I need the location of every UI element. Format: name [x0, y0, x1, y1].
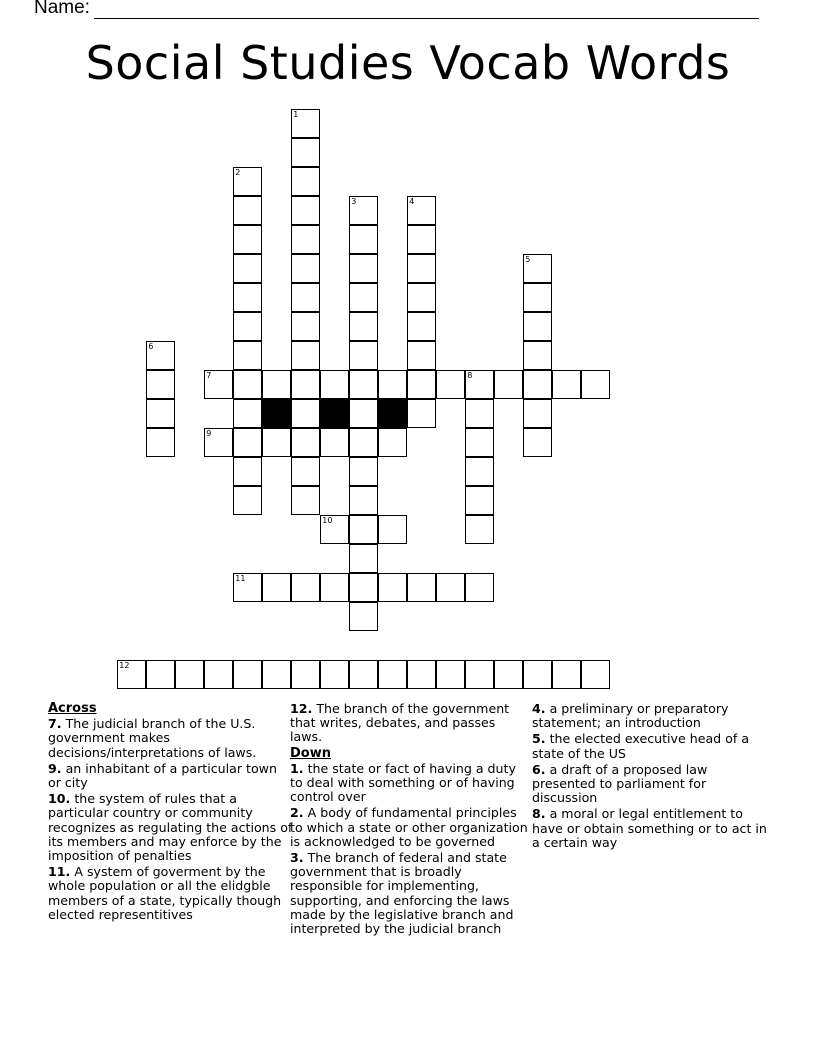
clue-text: the system of rules that a particular country or community recognizes as regulating the actions of its members and may enforce by the imposition of penalties: [48, 791, 293, 864]
crossword-cell[interactable]: [291, 486, 320, 515]
crossword-cell[interactable]: [291, 283, 320, 312]
crossword-cell[interactable]: [349, 544, 378, 573]
clue-number-label: 6: [148, 342, 154, 352]
clue-down-3: [290, 851, 530, 936]
clues-column-3: [532, 702, 767, 852]
clue-number: 8.: [532, 806, 546, 822]
crossword-cell[interactable]: [262, 660, 291, 689]
crossword-cell[interactable]: [320, 515, 349, 544]
clue-number-label: 3: [351, 197, 357, 207]
crossword-cell[interactable]: [407, 283, 436, 312]
crossword-cell[interactable]: [204, 428, 233, 457]
crossword-cell[interactable]: [233, 254, 262, 283]
crossword-cell[interactable]: [523, 312, 552, 341]
clue-number: 4.: [532, 701, 546, 716]
crossword-cell[interactable]: [349, 660, 378, 689]
clue-number: 11.: [48, 864, 71, 880]
crossword-cell[interactable]: [349, 283, 378, 312]
crossword-cell[interactable]: [291, 428, 320, 457]
crossword-cell[interactable]: [349, 602, 378, 631]
clue-across-11: [48, 865, 293, 922]
crossword-cell[interactable]: [233, 573, 262, 602]
crossword-cell[interactable]: [407, 660, 436, 689]
crossword-cell[interactable]: [146, 370, 175, 399]
clue-number-label: 9: [206, 429, 212, 439]
crossword-cell[interactable]: [291, 225, 320, 254]
clue-text: a preliminary or preparatory statement; an introduction: [532, 701, 729, 731]
crossword-cell[interactable]: [291, 312, 320, 341]
crossword-cell[interactable]: [291, 254, 320, 283]
clues-column-1: [48, 702, 293, 924]
crossword-cell[interactable]: [146, 341, 175, 370]
across-heading: Across: [48, 701, 97, 716]
crossword-cell[interactable]: [291, 457, 320, 486]
crossword-cell[interactable]: [320, 660, 349, 689]
clue-down-6: [532, 763, 767, 806]
clue-number: 5.: [532, 731, 546, 747]
crossword-cell[interactable]: [291, 167, 320, 196]
crossword-cell[interactable]: [233, 341, 262, 370]
crossword-cell[interactable]: [320, 428, 349, 457]
clue-number: 6.: [532, 761, 546, 777]
crossword-cell[interactable]: [291, 370, 320, 399]
crossword-cell[interactable]: [233, 167, 262, 196]
crossword-cell[interactable]: [523, 428, 552, 457]
clue-number: 9.: [48, 760, 62, 776]
page-title: Social Studies Vocab Words: [85, 36, 731, 90]
clue-number: 3.: [290, 850, 304, 866]
crossword-cell[interactable]: [349, 428, 378, 457]
clue-text: A system of goverment by the whole population or all the elidgble members of a state, typically though elected representitives: [48, 864, 282, 922]
clue-across-9: [48, 762, 293, 790]
crossword-cell[interactable]: [465, 370, 494, 399]
crossword-cell[interactable]: [465, 399, 494, 428]
clue-number-label: 1: [293, 110, 299, 120]
crossword-cell[interactable]: [233, 486, 262, 515]
crossword-cell[interactable]: [204, 370, 233, 399]
crossword-cell[interactable]: [146, 399, 175, 428]
crossword-cell[interactable]: [407, 225, 436, 254]
crossword-cell[interactable]: [320, 370, 349, 399]
clues-column-2: [290, 702, 530, 938]
crossword-cell[interactable]: [291, 660, 320, 689]
crossword-cell[interactable]: [407, 254, 436, 283]
clue-across-7: [48, 717, 293, 760]
clue-number-label: 12: [119, 661, 130, 671]
crossword-cell[interactable]: [378, 370, 407, 399]
crossword-cell[interactable]: [233, 196, 262, 225]
crossword-cell[interactable]: [407, 573, 436, 602]
name-field[interactable]: [34, 0, 759, 19]
crossword-cell[interactable]: [117, 660, 146, 689]
crossword-cell[interactable]: [291, 573, 320, 602]
crossword-cell[interactable]: [465, 660, 494, 689]
clue-number: 2.: [290, 805, 304, 821]
crossword-cell[interactable]: [349, 457, 378, 486]
crossword-cell[interactable]: [349, 399, 378, 428]
crossword-cell[interactable]: [146, 428, 175, 457]
clue-down-1: [290, 762, 530, 805]
clue-across-12: [290, 702, 530, 745]
crossword-cell[interactable]: [233, 660, 262, 689]
clue-text: an inhabitant of a particular town or city: [48, 760, 277, 791]
crossword-cell[interactable]: [233, 399, 262, 428]
crossword-cell[interactable]: [291, 341, 320, 370]
crossword-cell[interactable]: [233, 312, 262, 341]
crossword-cell[interactable]: [523, 283, 552, 312]
crossword-cell[interactable]: [349, 196, 378, 225]
crossword-cell[interactable]: [552, 660, 581, 689]
clue-number-label: 2: [235, 168, 241, 178]
crossword-cell[interactable]: [175, 660, 204, 689]
clue-number-label: 4: [409, 197, 415, 207]
clue-down-8: [532, 807, 767, 850]
crossword-cell[interactable]: [523, 341, 552, 370]
crossword-cell[interactable]: [291, 399, 320, 428]
clue-number: 12.: [290, 701, 313, 716]
clue-number: 7.: [48, 716, 62, 732]
crossword-cell[interactable]: [349, 515, 378, 544]
crossword-cell[interactable]: [436, 660, 465, 689]
clue-down-4: [532, 702, 767, 730]
crossword-cell[interactable]: [320, 573, 349, 602]
clue-number: 1.: [290, 760, 304, 776]
crossword-cell[interactable]: [407, 312, 436, 341]
crossword-cell[interactable]: [291, 109, 320, 138]
crossword-cell[interactable]: [523, 399, 552, 428]
crossword-cell[interactable]: [349, 312, 378, 341]
crossword-cell[interactable]: [407, 341, 436, 370]
crossword-cell[interactable]: [378, 515, 407, 544]
clue-text: a moral or legal entitlement to have or obtain something or to act in a certain way: [532, 806, 767, 850]
crossword-cell[interactable]: [262, 428, 291, 457]
crossword-cell[interactable]: [494, 370, 523, 399]
crossword-cell[interactable]: [523, 660, 552, 689]
black-square: [378, 399, 407, 428]
crossword-cell[interactable]: [552, 370, 581, 399]
crossword-cell[interactable]: [523, 254, 552, 283]
crossword-cell[interactable]: [378, 660, 407, 689]
clue-across-10: [48, 792, 293, 863]
crossword-cell[interactable]: [465, 515, 494, 544]
clue-number-label: 8: [467, 371, 473, 381]
crossword-cell[interactable]: [465, 573, 494, 602]
black-square: [320, 399, 349, 428]
clue-number-label: 7: [206, 371, 212, 381]
clue-number: 10.: [48, 791, 71, 807]
clue-text: The judicial branch of the U.S. government makes decisions/interpretations of laws.: [48, 716, 257, 760]
crossword-cell[interactable]: [349, 341, 378, 370]
crossword-cell[interactable]: [494, 660, 523, 689]
down-heading: Down: [290, 745, 331, 761]
crossword-cell[interactable]: [204, 660, 233, 689]
clue-number-label: 5: [525, 255, 531, 265]
crossword-cell[interactable]: [349, 573, 378, 602]
crossword-cell[interactable]: [523, 370, 552, 399]
crossword-cell[interactable]: [349, 254, 378, 283]
crossword-cell[interactable]: [233, 457, 262, 486]
crossword-cell[interactable]: [233, 370, 262, 399]
crossword-cell[interactable]: [262, 573, 291, 602]
black-square: [262, 399, 291, 428]
clue-text: The branch of the government that writes, debates, and passes laws.: [290, 701, 510, 745]
crossword-cell[interactable]: [291, 138, 320, 167]
crossword-cell[interactable]: [581, 370, 610, 399]
crossword-cell[interactable]: [262, 370, 291, 399]
crossword-cell[interactable]: [581, 660, 610, 689]
clue-text: the state or fact of having a duty to deal with something or of having control over: [290, 760, 516, 805]
crossword-cell[interactable]: [233, 283, 262, 312]
crossword-cell[interactable]: [378, 428, 407, 457]
clue-text: the elected executive head of a state of the US: [532, 731, 750, 761]
crossword-cell[interactable]: [349, 370, 378, 399]
crossword-cell[interactable]: [436, 573, 465, 602]
clue-down-2: [290, 806, 530, 849]
crossword-cell[interactable]: [233, 428, 262, 457]
name-label: Name:: [34, 0, 90, 18]
crossword-cell[interactable]: [407, 370, 436, 399]
clue-down-5: [532, 732, 767, 760]
name-blank-line[interactable]: [94, 0, 759, 19]
clue-text: The branch of federal and state government that is broadly responsible for implementing, supporting, and enforcing the laws made by the legislative branch and interpreted by the judicial branch: [290, 850, 514, 937]
crossword-cell[interactable]: [291, 196, 320, 225]
crossword-cell[interactable]: [233, 225, 262, 254]
clue-text: A body of fundamental principles to which a state or other organization is acknowledged to be governed: [290, 805, 528, 849]
clue-number-label: 10: [322, 516, 333, 526]
crossword-cell[interactable]: [349, 225, 378, 254]
crossword-cell[interactable]: [465, 486, 494, 515]
crossword-cell[interactable]: [378, 573, 407, 602]
clue-number-label: 11: [235, 574, 246, 584]
crossword-cell[interactable]: [436, 370, 465, 399]
crossword-cell[interactable]: [349, 486, 378, 515]
crossword-cell[interactable]: [407, 196, 436, 225]
crossword-cell[interactable]: [465, 457, 494, 486]
crossword-cell[interactable]: [465, 428, 494, 457]
crossword-cell[interactable]: [407, 399, 436, 428]
clue-text: a draft of a proposed law presented to parliament for discussion: [532, 761, 708, 806]
crossword-cell[interactable]: [146, 660, 175, 689]
